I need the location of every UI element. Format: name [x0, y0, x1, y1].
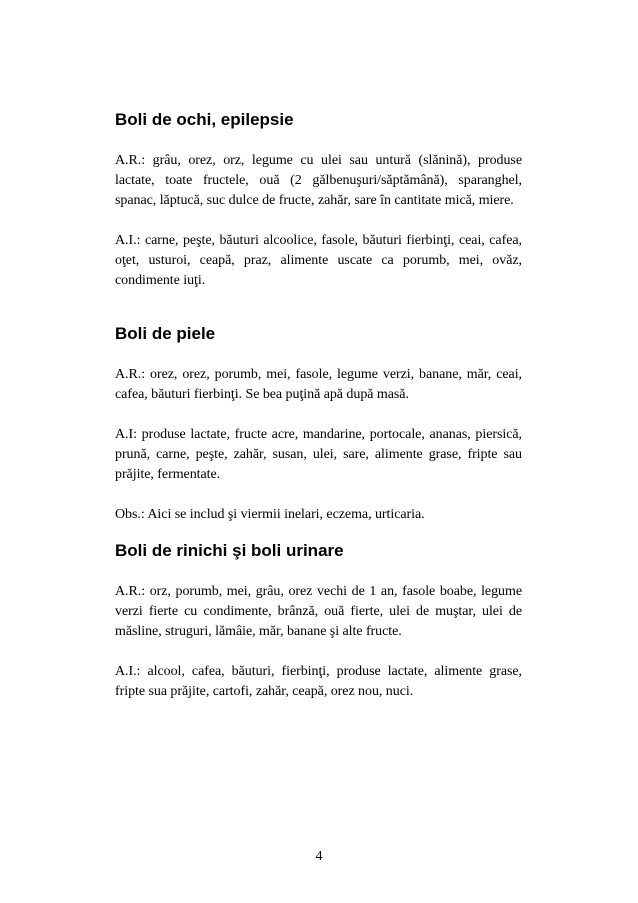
- forbidden-foods-paragraph: A.I: produse lactate, fructe acre, mandarine, portocale, ananas, piersică, prună, carne, peşte, zahăr, susan, ulei, sare, alimente grase, fripte sau prăjite, fermentate.: [115, 427, 522, 482]
- section-heading: Boli de piele: [115, 324, 216, 343]
- page-number: 4: [315, 849, 323, 864]
- forbidden-foods-paragraph: A.I.: alcool, cafea, băuturi, fierbinţi, produse lactate, alimente grase, fripte sua prăjite, cartofi, zahăr, ceapă, orez nou, nuci.: [115, 664, 522, 699]
- section-eye-disease-epilepsy: [115, 109, 522, 291]
- section-heading: Boli de rinichi şi boli urinare: [115, 541, 344, 560]
- recommended-foods-paragraph: A.R.: grâu, orez, orz, legume cu ulei sau untură (slănină), produse lactate, toate fructele, ouă (2 gălbenuşuri/săptămână), sparanghel, spanac, lăptucă, suc dulce de fructe, zahăr, sare în cantitate mică, miere.: [115, 153, 522, 208]
- recommended-foods-paragraph: A.R.: orez, orez, porumb, mei, fasole, legume verzi, banane, măr, ceai, cafea, băuturi fierbinţi. Se bea puţină apă după masă.: [115, 367, 522, 402]
- section-kidney-urinary-disease: [115, 540, 522, 702]
- section-skin-disease: [115, 323, 522, 525]
- recommended-foods-paragraph: A.R.: orz, porumb, mei, grâu, orez vechi de 1 an, fasole boabe, legume verzi fierte cu condimente, brânză, ouă fierte, ulei de muştar, ulei de măsline, struguri, lămâie, măr, banane şi alte fructe.: [115, 584, 522, 639]
- observation-paragraph: Obs.: Aici se includ şi viermii inelari, eczema, urticaria.: [115, 507, 425, 522]
- forbidden-foods-paragraph: A.I.: carne, peşte, băuturi alcoolice, fasole, băuturi fierbinţi, ceai, cafea, oţet, usturoi, ceapă, praz, alimente uscate ca porumb, mei, ovăz, condimente iuţi.: [115, 233, 522, 288]
- section-heading: Boli de ochi, epilepsie: [115, 110, 294, 129]
